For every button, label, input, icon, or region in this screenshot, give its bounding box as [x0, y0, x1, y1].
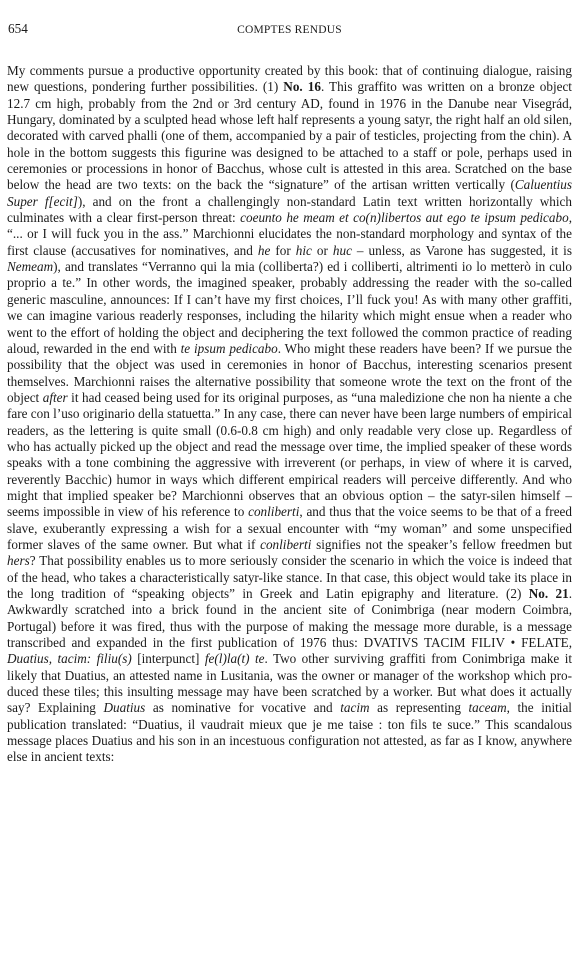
text-run: ), and translates “Verranno qui la mia (colliberta?) ed i colliberti, altrimenti io lo metterò in culo proprio a te.” In other words, the imagined speaker, probably addressing the reader with the so-called generic masculine, announces: If I can’t have my first choices, I’ll fuck you! As with many other graffiti, we can imagine various readerly responses, including the hilarity which might ensue when a reader who went to the effort of holding the object and deciphering the text followed the common practice of reading aloud, rewarded in the end with: [7, 259, 572, 356]
italic-text: Duatius: [103, 700, 146, 716]
text-run: . Who might these readers have been? If we pursue the possibility that the object was used in ceremonies in honor of Bacchus, interesting scenarios present themselves. Marchionni raises the alternative possibility that someone wrote the text on the front of the object: [7, 340, 572, 405]
text-run: signifies not the speaker’s fellow freedmen but: [311, 536, 572, 552]
italic-text: tacim: [340, 700, 370, 716]
italic-text: after: [42, 389, 68, 405]
italic-text: hers: [7, 553, 30, 569]
italic-text: coeunto he meam et co(n)libertos aut ego te ipsum pedicabo: [240, 210, 569, 226]
text-run: for: [270, 242, 296, 258]
italic-text: fe(l)la(t) te: [204, 651, 265, 667]
journal-title: COMPTES RENDUS: [237, 24, 342, 36]
text-run: as representing: [369, 700, 469, 716]
text-run: ? That possibility enables us to more seriously consider the scenario in which the voice is indeed that of the head, who takes a characteristically satyr-like stance. In that case, this object would take its place in the long tradition of “speaking objects” in Greek and Latin epigraphy and literature. (2): [7, 553, 572, 601]
italic-text: conliberti: [260, 536, 312, 552]
italic-text: he: [257, 242, 271, 258]
italic-text: te ipsum pedicabo: [180, 340, 278, 356]
text-run: it had ceased being used for its original purposes, as “una maledizione che non ha niente a che fare con l’uso originario della statuetta.” In any case, there can never have been large numbers of empirical readers, as the lettering is quite small (0.6-0.8 cm high) and only readable very close up. Regardless of who has actually picked up the object and read the message over time, the implied speaker of these words speaks with a tone combining the aggressive with irreverent (or perhaps, in view of where it is carved, reverently Bacchic) humor in ways which different empirical readers will perceive differently. And who might that implied speaker be? Marchionni observes that an obvious option – the satyr-silen himself – seems impossible in view of his reference to: [7, 389, 572, 520]
italic-text: Duatius, tacim: filiu(s): [7, 651, 132, 667]
text-run: ), and on the front a challengingly non-standard Latin text written horizontally which culminates with a clear first-person threat:: [7, 193, 572, 226]
running-head: [7, 22, 572, 42]
review-paragraph: [7, 63, 572, 766]
italic-text: taceam: [468, 700, 507, 716]
body-paragraph: [7, 63, 572, 766]
text-run: . This graffito was written on a bronze object 12.7 cm high, probably from the 2nd or 3rd century AD, found in 1976 in the Danube near Visegrád, Hungary, dominated by a sculpted head whose left half represents a young satyr, the right half an old silen, decorated with carved phalli (one of them, accompanied by a pair of testicles, projecting from the chin). A hole in the bottom suggests this figurine was designed to be attached to a staff or pole, perhaps used in ceremonies or processions in honor of Bacchus, whose cult is attested in this area. Scratched on the base below the head are two texts: on the back the “signature” of the artisan written vertically (: [7, 79, 572, 193]
text-run: – unless, as Varone has suggested, it is: [351, 242, 572, 258]
text-run: . Awkwardly scratched into a brick found in the ancient site of Conimbriga (near modern Coimbra, Portugal) before it was fired, thus with the purpose of making the message more durable, is a message transcribed and expanded in the first publication of 1976 thus: DVATIVS TACIM FILIV • FELATE,: [7, 586, 573, 651]
text-run: , “... or I will fuck you in the ass.” Marchionni elucidates the non-standard morphology and syntax of the first clause (accusatives for nominatives, and: [7, 210, 572, 258]
italic-text: conliberti: [248, 504, 300, 520]
entry-number: No. 16: [283, 79, 321, 95]
italic-text: Nemeam: [7, 259, 54, 275]
text-run: , the initial publication translated: “Duatius, il vaudrait mieux que je me taise : ton fils te suce.” This scandalous message places Duatius and his son in an incestuous configuration not attested, as far as I know, anywhere else in ancient texts:: [7, 700, 572, 765]
page-number: 654: [8, 21, 28, 36]
text-run: or: [311, 242, 333, 258]
text-run: My comments pursue a productive opportunity created by this book: that of continuing dialogue, raising new questions, pondering further possibilities. (1): [7, 63, 572, 95]
entry-number: No. 21: [528, 586, 569, 601]
italic-text: Caluentius Super f[ecit]: [7, 177, 572, 209]
text-run: [interpunct]: [131, 651, 205, 667]
text-run: , and thus that the voice seems to be that of a freed slave, exuberantly expressing a wish for a sexual encounter with “my woman” and some unspecified former slaves of the same owner. But what if: [7, 504, 572, 552]
text-run: . Two other surviving graffiti from Conimbriga make it likely that Duatius, an attested name in Lusitania, was the owner or manager of the workshop which produced these tiles; this insulting message may have been scratched by a worker. But what does it actually say? Explaining: [7, 651, 573, 716]
italic-text: huc: [332, 242, 352, 258]
text-run: as nominative for vocative and: [145, 700, 341, 716]
italic-text: hic: [295, 242, 312, 258]
